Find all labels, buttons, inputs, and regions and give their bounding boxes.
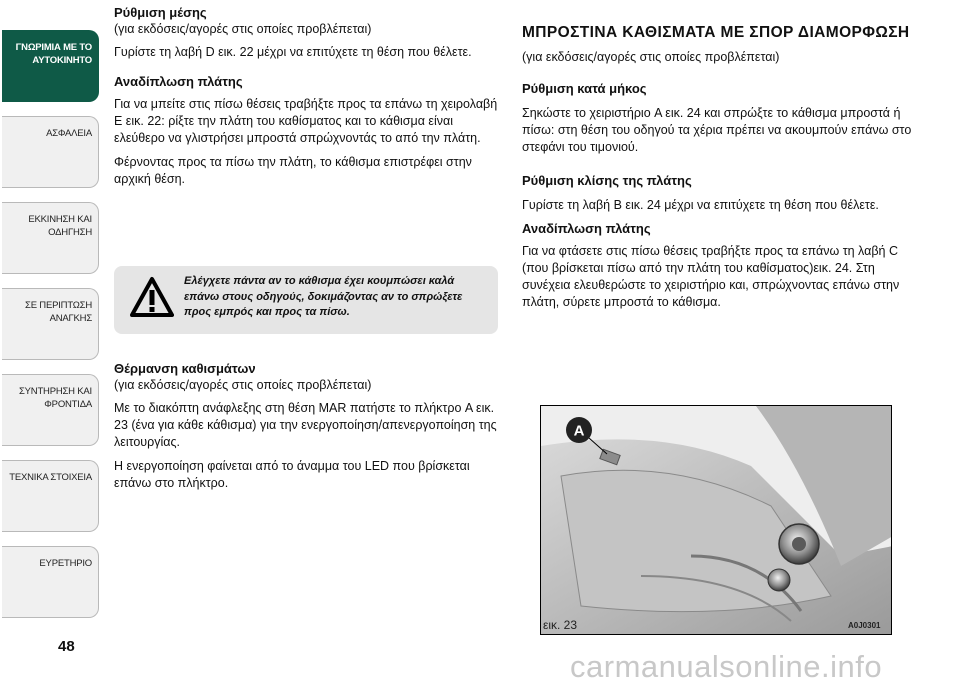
paragraph: Γυρίστε τη λαβή B εικ. 24 μέχρι να επιτύχετε τη θέση που θέλετε. <box>522 198 879 212</box>
tab-emergency[interactable] <box>2 288 99 360</box>
watermark: carmanualsonline.info <box>570 649 883 684</box>
tab-maintenance[interactable] <box>2 374 99 446</box>
paragraph: Για να φτάσετε στις πίσω θέσεις τραβήξτε προς τα επάνω τη λαβή C (που βρίσκεται πίσω από την πλάτη του καθίσματος)εικ. 24. Στη συνέχεια ελευθερώστε το χειριστήριο και, σπρώχνοντας επάνω στην πλάτη, σύρετε μπροστά το κάθισμα. <box>522 244 900 309</box>
tab-label: ΕΥΡΕΤΗΡΙΟ <box>39 558 92 569</box>
availability-note: (για εκδόσεις/αγορές στις οποίες προβλέπεται) <box>114 378 372 392</box>
tab-label: ΕΚΚΙΝΗΣΗ ΚΑΙ ΟΔΗΓΗΣΗ <box>28 214 92 238</box>
availability-note: (για εκδόσεις/αγορές στις οποίες προβλέπεται) <box>522 50 780 64</box>
section-title-backrest-folding: Αναδίπλωση πλάτης <box>114 74 243 89</box>
paragraph: Σηκώστε το χειριστήριο A εικ. 24 και σπρώξτε το κάθισμα μπροστά ή πίσω: στη θέση του οδηγού τα χέρια πρέπει να ακουμπούν επάνω στο στεφάνι του τιμονιού. <box>522 106 912 154</box>
seat-illustration <box>541 406 892 635</box>
left-column-lower <box>114 360 504 499</box>
tab-label: ΣΕ ΠΕΡΙΠΤΩΣΗ ΑΝΑΓΚΗΣ <box>25 300 92 324</box>
right-column <box>522 24 912 318</box>
figure-23 <box>540 405 892 635</box>
tab-label: ΣΥΝΤΗΡΗΣΗ ΚΑΙ ΦΡΟΝΤΙΔΑ <box>18 386 92 410</box>
tab-label: ΤΕΧΝΙΚΑ ΣΤΟΙΧΕΙΑ <box>9 472 92 483</box>
availability-note: (για εκδόσεις/αγορές στις οποίες προβλέπεται) <box>114 22 372 36</box>
tab-label: ΑΣΦΑΛΕΙΑ <box>46 128 92 139</box>
section-heading-sport-seats: ΜΠΡΟΣΤΙΝΑ ΚΑΘΙΣΜΑΤΑ ΜΕ ΣΠΟΡ ΔΙΑΜΟΡΦΩΣΗ <box>522 24 910 41</box>
chapter-sidebar <box>0 0 100 686</box>
tab-safety[interactable] <box>2 116 99 188</box>
warning-triangle-icon <box>130 276 174 320</box>
tab-label: ΓΝΩΡΙΜΙΑ ΜΕ ΤΟ ΑΥΤΟΚΙΝΗΤΟ <box>15 42 92 66</box>
figure-caption: εικ. 23 <box>543 618 578 632</box>
paragraph: Με το διακόπτη ανάφλεξης στη θέση MAR πατήστε το πλήκτρο A εικ. 23 (ένα για κάθε κάθισμα) για την ενεργοποίηση/απενεργοποίηση της λειτουργίας. <box>114 401 497 449</box>
section-title-longitudinal: Ρύθμιση κατά μήκος <box>522 81 647 96</box>
section-title-backrest-tilt: Ρύθμιση κλίσης της πλάτης <box>522 173 692 188</box>
paragraph: Για να μπείτε στις πίσω θέσεις τραβήξτε προς τα επάνω τη χειρολαβή E εικ. 22: ρίξτε την πλάτη του καθίσματος και το κάθισμα είναι ελεύθερο να γλιστρήσει μπροστά σπρώχνοντάς το από την πλάτη. <box>114 97 498 145</box>
paragraph: Η ενεργοποίηση φαίνεται από το άναμμα του LED που βρίσκεται επάνω στο πλήκτρο. <box>114 459 470 490</box>
section-title-lumbar: Ρύθμιση μέσης <box>114 5 207 20</box>
figure-code: A0J0301 <box>848 621 881 630</box>
tab-getting-to-know-car[interactable] <box>2 30 99 102</box>
figure-marker-label: A <box>573 422 585 440</box>
tab-technical-data[interactable] <box>2 460 99 532</box>
warning-box <box>114 266 498 334</box>
warning-text: Ελέγχετε πάντα αν το κάθισμα έχει κουμπώσει καλά επάνω στους οδηγούς, δοκιμάζοντας αν το σπρώξετε προς εμπρός και προς τα πίσω. <box>184 275 463 318</box>
section-title-seat-heating: Θέρμανση καθισμάτων <box>114 361 256 376</box>
left-column <box>114 4 500 195</box>
tab-index[interactable] <box>2 546 99 618</box>
tab-starting-driving[interactable] <box>2 202 99 274</box>
paragraph: Γυρίστε τη λαβή D εικ. 22 μέχρι να επιτύχετε τη θέση που θέλετε. <box>114 45 472 59</box>
page-number: 48 <box>58 638 75 655</box>
paragraph: Φέρνοντας προς τα πίσω την πλάτη, το κάθισμα επιστρέφει στην αρχική θέση. <box>114 155 472 186</box>
section-title-backrest-folding-sport: Αναδίπλωση πλάτης <box>522 221 651 236</box>
